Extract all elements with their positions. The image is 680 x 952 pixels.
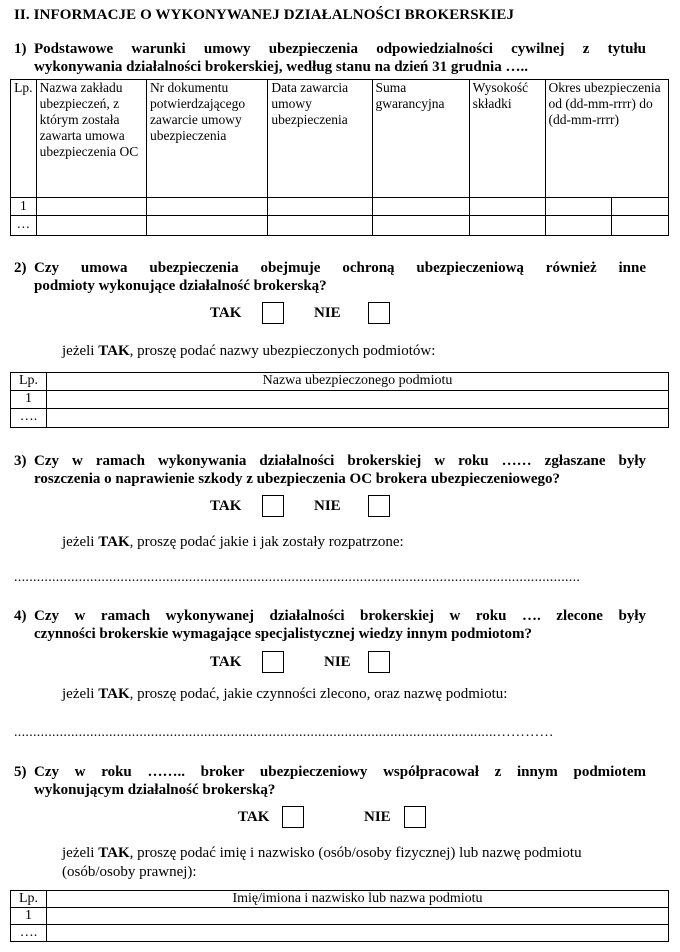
header-contract-date: Data zawarcia umowy ubezpieczenia: [268, 80, 372, 198]
question-4: [14, 607, 646, 643]
q4-note: [62, 686, 507, 703]
q3-note: [62, 534, 404, 551]
question-2-number: 2): [14, 260, 27, 276]
oc-table-header-row: [11, 80, 669, 198]
table-cell[interactable]: [47, 925, 669, 942]
q3-tak-label: TAK: [210, 498, 242, 514]
table-cell[interactable]: [47, 409, 669, 428]
table-cell[interactable]: [545, 198, 612, 216]
q5-note-line-2: (osób/osoby prawnej):: [62, 864, 197, 880]
table-cell[interactable]: [47, 908, 669, 925]
header-lp: Lp.: [11, 891, 47, 908]
header-premium: Wysokość składki: [469, 80, 545, 198]
q2-nie-label: NIE: [314, 305, 341, 321]
question-1-line-2: wykonywania działalności brokerskiej, według stanu na dzień 31 grudnia …..: [34, 59, 528, 75]
q2-note: [62, 343, 435, 360]
header-document-number: Nr dokumentu potwierdzającego zawarcie umowy ubezpieczenia: [146, 80, 267, 198]
header-insurance-period: Okres ubezpieczenia od (dd-mm-rrrr) do (dd-mm-rrrr): [545, 80, 668, 198]
question-2-line-2: podmioty wykonujące działalność brokerską?: [34, 278, 327, 294]
q2-nie-checkbox[interactable]: [368, 302, 390, 324]
question-4-line-2: czynności brokerskie wymagające specjalistycznej wiedzy innym podmiotom?: [34, 626, 533, 642]
q4-answer-field[interactable]: ...............................................................................................................................…………: [14, 725, 554, 740]
q2-tak-label: TAK: [210, 305, 242, 321]
question-5-line-2: wykonującym działalność brokerską?: [34, 782, 276, 798]
q4-note-pre: jeżeli: [62, 686, 99, 702]
cooperating-table-row: [11, 925, 669, 942]
row-lp: ….: [11, 409, 47, 428]
q5-tak-label: TAK: [238, 809, 270, 825]
question-5: [14, 763, 646, 799]
question-1-number: 1): [14, 41, 27, 57]
table-cell[interactable]: [268, 216, 372, 236]
q4-tak-label: TAK: [210, 654, 242, 670]
question-2: [14, 259, 646, 295]
q5-note-post: , proszę podać imię i nazwisko (osób/osoby fizycznej) lub nazwę podmiotu: [129, 845, 582, 861]
question-4-line-1: Czy w ramach wykonywanej działalności brokerskiej w roku …. zlecone były: [34, 608, 646, 624]
table-cell[interactable]: [146, 198, 267, 216]
q2-note-post: , proszę podać nazwy ubezpieczonych podmiotów:: [129, 343, 436, 359]
table-cell[interactable]: [36, 216, 146, 236]
section-heading: II. INFORMACJE O WYKONYWANEJ DZIAŁALNOŚCI BROKERSKIEJ: [14, 7, 515, 23]
oc-table-row: [11, 198, 669, 216]
insured-table-row: [11, 391, 669, 409]
header-insurer-name: Nazwa zakładu ubezpieczeń, z którym została zawarta umowa ubezpieczenia OC: [36, 80, 146, 198]
row-lp: 1: [11, 391, 47, 409]
table-cell[interactable]: [36, 198, 146, 216]
table-cell[interactable]: [146, 216, 267, 236]
insured-table-row: [11, 409, 669, 428]
cooperating-table-row: [11, 908, 669, 925]
q2-tak-checkbox[interactable]: [262, 302, 284, 324]
table-cell[interactable]: [469, 216, 545, 236]
q2-note-pre: jeżeli: [62, 343, 99, 359]
table-cell[interactable]: [268, 198, 372, 216]
q5-note-pre: jeżeli: [62, 845, 99, 861]
cooperating-entities-table: [10, 890, 669, 942]
table-cell[interactable]: [372, 216, 469, 236]
q4-note-bold: TAK: [98, 686, 130, 702]
header-lp: Lp.: [11, 373, 47, 391]
q5-note: [62, 844, 632, 882]
cooperating-table-header-row: [11, 891, 669, 908]
insured-table-header-row: [11, 373, 669, 391]
row-lp: 1: [11, 908, 47, 925]
q5-note-bold: TAK: [98, 845, 130, 861]
q4-note-post: , proszę podać, jakie czynności zlecono, oraz nazwę podmiotu:: [129, 686, 508, 702]
q4-nie-checkbox[interactable]: [368, 651, 390, 673]
q3-nie-checkbox[interactable]: [368, 495, 390, 517]
table-cell[interactable]: [545, 216, 612, 236]
question-3-line-2: roszczenia o naprawienie szkody z ubezpieczenia OC brokera ubezpieczeniowego?: [34, 471, 561, 487]
q3-answer-field[interactable]: .....................................................................................................................................................: [14, 570, 581, 585]
header-sum-insured: Suma gwarancyjna: [372, 80, 469, 198]
q3-note-pre: jeżeli: [62, 534, 99, 550]
insured-entities-table: [10, 372, 669, 428]
q5-tak-checkbox[interactable]: [282, 806, 304, 828]
oc-insurance-table: [10, 79, 669, 236]
question-1: [14, 40, 646, 76]
header-person-or-entity-name: Imię/imiona i nazwisko lub nazwa podmiotu: [47, 891, 669, 908]
row-lp: 1: [11, 198, 37, 216]
oc-table-row: [11, 216, 669, 236]
question-3: [14, 452, 646, 488]
q3-note-bold: TAK: [98, 534, 130, 550]
q2-note-bold: TAK: [98, 343, 130, 359]
header-insured-entity-name: Nazwa ubezpieczonego podmiotu: [47, 373, 669, 391]
question-1-line-1: Podstawowe warunki umowy ubezpieczenia odpowiedzialności cywilnej z tytułu: [34, 41, 646, 57]
question-3-line-1: Czy w ramach wykonywania działalności brokerskiej w roku …… zgłaszane były: [34, 453, 646, 469]
table-cell[interactable]: [372, 198, 469, 216]
question-2-line-1: Czy umowa ubezpieczenia obejmuje ochroną ubezpieczeniową również inne: [34, 260, 646, 276]
question-5-number: 5): [14, 764, 27, 780]
question-4-number: 4): [14, 608, 27, 624]
q4-nie-label: NIE: [324, 654, 351, 670]
table-cell[interactable]: [612, 198, 669, 216]
header-lp: Lp.: [11, 80, 37, 198]
row-lp: ….: [11, 925, 47, 942]
q3-note-post: , proszę podać jakie i jak zostały rozpatrzone:: [129, 534, 404, 550]
q3-nie-label: NIE: [314, 498, 341, 514]
q4-tak-checkbox[interactable]: [262, 651, 284, 673]
q3-tak-checkbox[interactable]: [262, 495, 284, 517]
q5-nie-label: NIE: [364, 809, 391, 825]
question-3-number: 3): [14, 453, 27, 469]
row-lp: …: [11, 216, 37, 236]
question-5-line-1: Czy w roku …….. broker ubezpieczeniowy współpracował z innym podmiotem: [34, 764, 646, 780]
table-cell[interactable]: [612, 216, 669, 236]
table-cell[interactable]: [469, 198, 545, 216]
q5-nie-checkbox[interactable]: [404, 806, 426, 828]
table-cell[interactable]: [47, 391, 669, 409]
